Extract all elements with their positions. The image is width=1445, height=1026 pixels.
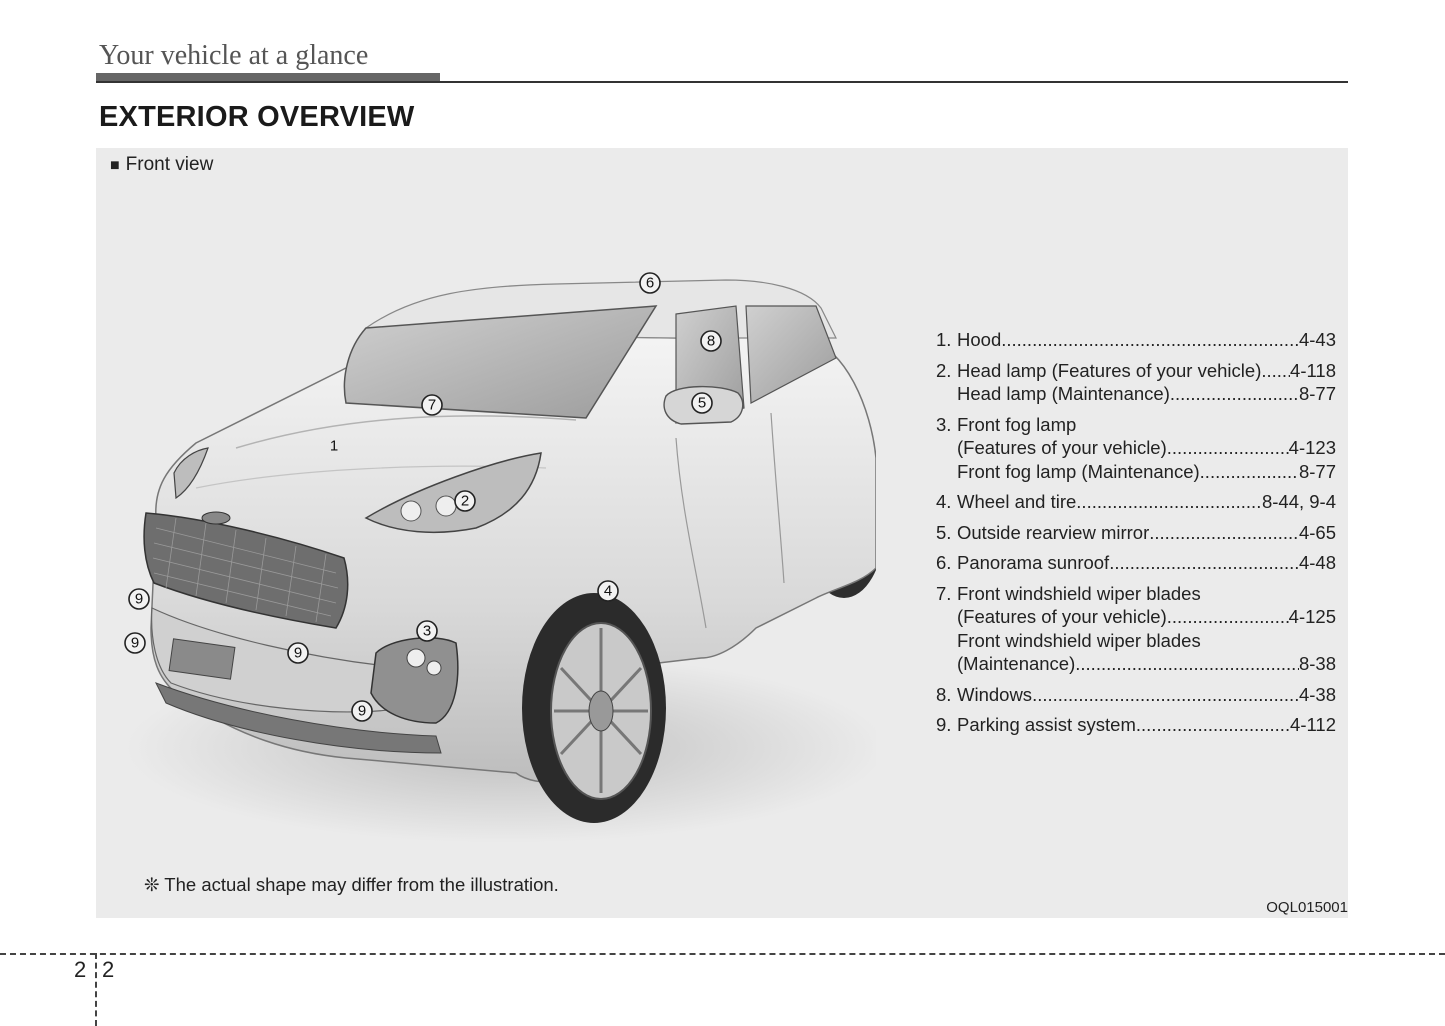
part-indent bbox=[936, 629, 957, 653]
page-reference: 8-38 bbox=[1298, 653, 1336, 674]
callout-9-a bbox=[129, 589, 149, 609]
page-reference: 8-77 bbox=[1298, 383, 1336, 404]
callout-9-d bbox=[352, 701, 372, 721]
dot-leader bbox=[1136, 713, 1290, 737]
part-line bbox=[936, 683, 1336, 707]
svg-text:9: 9 bbox=[134, 590, 144, 608]
part-line bbox=[936, 629, 1336, 653]
svg-text:3: 3 bbox=[422, 622, 432, 640]
part-item bbox=[936, 521, 1336, 545]
part-item bbox=[936, 582, 1336, 676]
callout-1 bbox=[330, 438, 338, 455]
view-label bbox=[110, 154, 213, 176]
callout-6 bbox=[640, 273, 660, 293]
dot-leader bbox=[1167, 436, 1289, 460]
part-number: 5. bbox=[936, 521, 952, 543]
dot-leader bbox=[1001, 328, 1299, 352]
part-number: 7. bbox=[936, 582, 952, 604]
page-reference: 4-112 bbox=[1290, 714, 1336, 735]
part-label: Head lamp (Features of your vehicle) bbox=[957, 359, 1262, 381]
part-label: Windows bbox=[957, 683, 1033, 705]
dot-leader bbox=[1109, 551, 1299, 575]
page-reference: 4-65 bbox=[1298, 521, 1336, 543]
part-label: Parking assist system bbox=[957, 714, 1136, 735]
part-line bbox=[936, 713, 1336, 737]
dot-leader bbox=[1167, 605, 1289, 629]
callout-7 bbox=[422, 395, 442, 415]
page-reference: 8-44, 9-4 bbox=[1261, 491, 1336, 512]
dot-leader bbox=[1170, 382, 1299, 406]
dot-leader bbox=[1076, 490, 1262, 514]
dot-leader bbox=[1075, 652, 1299, 676]
svg-text:4: 4 bbox=[603, 582, 613, 600]
page-reference: 4-43 bbox=[1298, 329, 1336, 350]
svg-text:9: 9 bbox=[357, 702, 367, 720]
dot-leader bbox=[1032, 683, 1299, 707]
part-label: Wheel and tire bbox=[957, 491, 1077, 512]
part-line bbox=[936, 605, 1336, 629]
part-indent bbox=[936, 460, 957, 484]
svg-text:5: 5 bbox=[697, 394, 707, 412]
callout-9-c bbox=[288, 643, 308, 663]
part-label: (Features of your vehicle) bbox=[957, 606, 1167, 627]
part-line bbox=[936, 490, 1336, 514]
page-reference: 4-125 bbox=[1288, 606, 1336, 627]
illustration-disclaimer: ❊ The actual shape may differ from the illustration. bbox=[144, 874, 559, 895]
page-reference: 4-118 bbox=[1290, 359, 1336, 381]
part-number: 2. bbox=[936, 359, 952, 381]
chapter-number: 2 bbox=[74, 957, 87, 982]
header-rule-thin bbox=[96, 81, 1348, 83]
callout-5 bbox=[692, 393, 712, 413]
view-label-text: Front view bbox=[125, 154, 214, 175]
svg-text:6: 6 bbox=[645, 274, 655, 292]
part-label: Head lamp (Maintenance) bbox=[957, 383, 1170, 404]
part-line bbox=[936, 328, 1336, 352]
page-number: 2 bbox=[102, 957, 115, 982]
part-item bbox=[936, 413, 1336, 484]
part-number: 8. bbox=[936, 683, 952, 705]
callout-4 bbox=[598, 581, 618, 601]
part-indent bbox=[936, 605, 957, 629]
part-line bbox=[936, 582, 1336, 606]
part-number: 9. bbox=[936, 714, 952, 735]
part-indent bbox=[936, 382, 957, 406]
part-item bbox=[936, 551, 1336, 575]
part-number: 6. bbox=[936, 552, 952, 573]
svg-text:1: 1 bbox=[329, 437, 339, 455]
square-bullet-icon: ■ bbox=[110, 157, 120, 174]
part-item bbox=[936, 490, 1336, 514]
parts-list bbox=[936, 328, 1336, 744]
dot-leader bbox=[1149, 521, 1299, 545]
part-item bbox=[936, 683, 1336, 707]
page-reference: 4-38 bbox=[1298, 683, 1336, 705]
part-label: Front windshield wiper blades bbox=[957, 582, 1201, 604]
part-line bbox=[936, 551, 1336, 575]
svg-text:9: 9 bbox=[130, 634, 140, 652]
part-indent bbox=[936, 652, 957, 676]
part-indent bbox=[936, 436, 957, 460]
page-reference: 8-77 bbox=[1298, 460, 1336, 482]
part-line bbox=[936, 413, 1336, 437]
footer-dashed-divider bbox=[95, 953, 97, 1026]
front-wheel bbox=[522, 593, 666, 823]
part-number: 4. bbox=[936, 491, 952, 512]
part-label: (Maintenance) bbox=[957, 653, 1076, 674]
part-item bbox=[936, 713, 1336, 737]
callout-8 bbox=[701, 331, 721, 351]
part-label: (Features of your vehicle) bbox=[957, 437, 1167, 458]
section-title: Your vehicle at a glance bbox=[99, 40, 369, 71]
part-number: 3. bbox=[936, 413, 952, 435]
part-line bbox=[936, 460, 1336, 484]
part-line bbox=[936, 652, 1336, 676]
part-number: 1. bbox=[936, 329, 952, 350]
callout-3 bbox=[417, 621, 437, 641]
dot-leader bbox=[1261, 359, 1290, 383]
part-line bbox=[936, 382, 1336, 406]
footer-dashed-rule bbox=[0, 953, 1445, 955]
page-heading: EXTERIOR OVERVIEW bbox=[99, 101, 415, 133]
callout-9-b bbox=[125, 633, 145, 653]
part-label: Outside rearview mirror bbox=[957, 521, 1150, 543]
dot-leader bbox=[1200, 460, 1299, 484]
svg-text:7: 7 bbox=[427, 396, 437, 414]
svg-text:9: 9 bbox=[293, 644, 303, 662]
part-label: Front fog lamp (Maintenance) bbox=[957, 460, 1200, 482]
exterior-overview-panel bbox=[96, 148, 1348, 918]
brand-emblem bbox=[202, 512, 230, 524]
part-line bbox=[936, 521, 1336, 545]
part-label: Panorama sunroof bbox=[957, 552, 1110, 573]
part-line bbox=[936, 436, 1336, 460]
svg-text:8: 8 bbox=[706, 332, 716, 350]
callout-2 bbox=[455, 491, 475, 511]
svg-text:2: 2 bbox=[460, 492, 470, 510]
part-label: Hood bbox=[957, 329, 1002, 350]
page-reference: 4-123 bbox=[1288, 437, 1336, 458]
part-label: Front fog lamp bbox=[957, 413, 1077, 435]
part-item bbox=[936, 359, 1336, 406]
part-item bbox=[936, 328, 1336, 352]
vehicle-illustration bbox=[116, 188, 876, 868]
part-line bbox=[936, 359, 1336, 383]
page-reference: 4-48 bbox=[1298, 552, 1336, 573]
figure-code: OQL015001 bbox=[1266, 899, 1348, 916]
part-label: Front windshield wiper blades bbox=[957, 629, 1201, 651]
